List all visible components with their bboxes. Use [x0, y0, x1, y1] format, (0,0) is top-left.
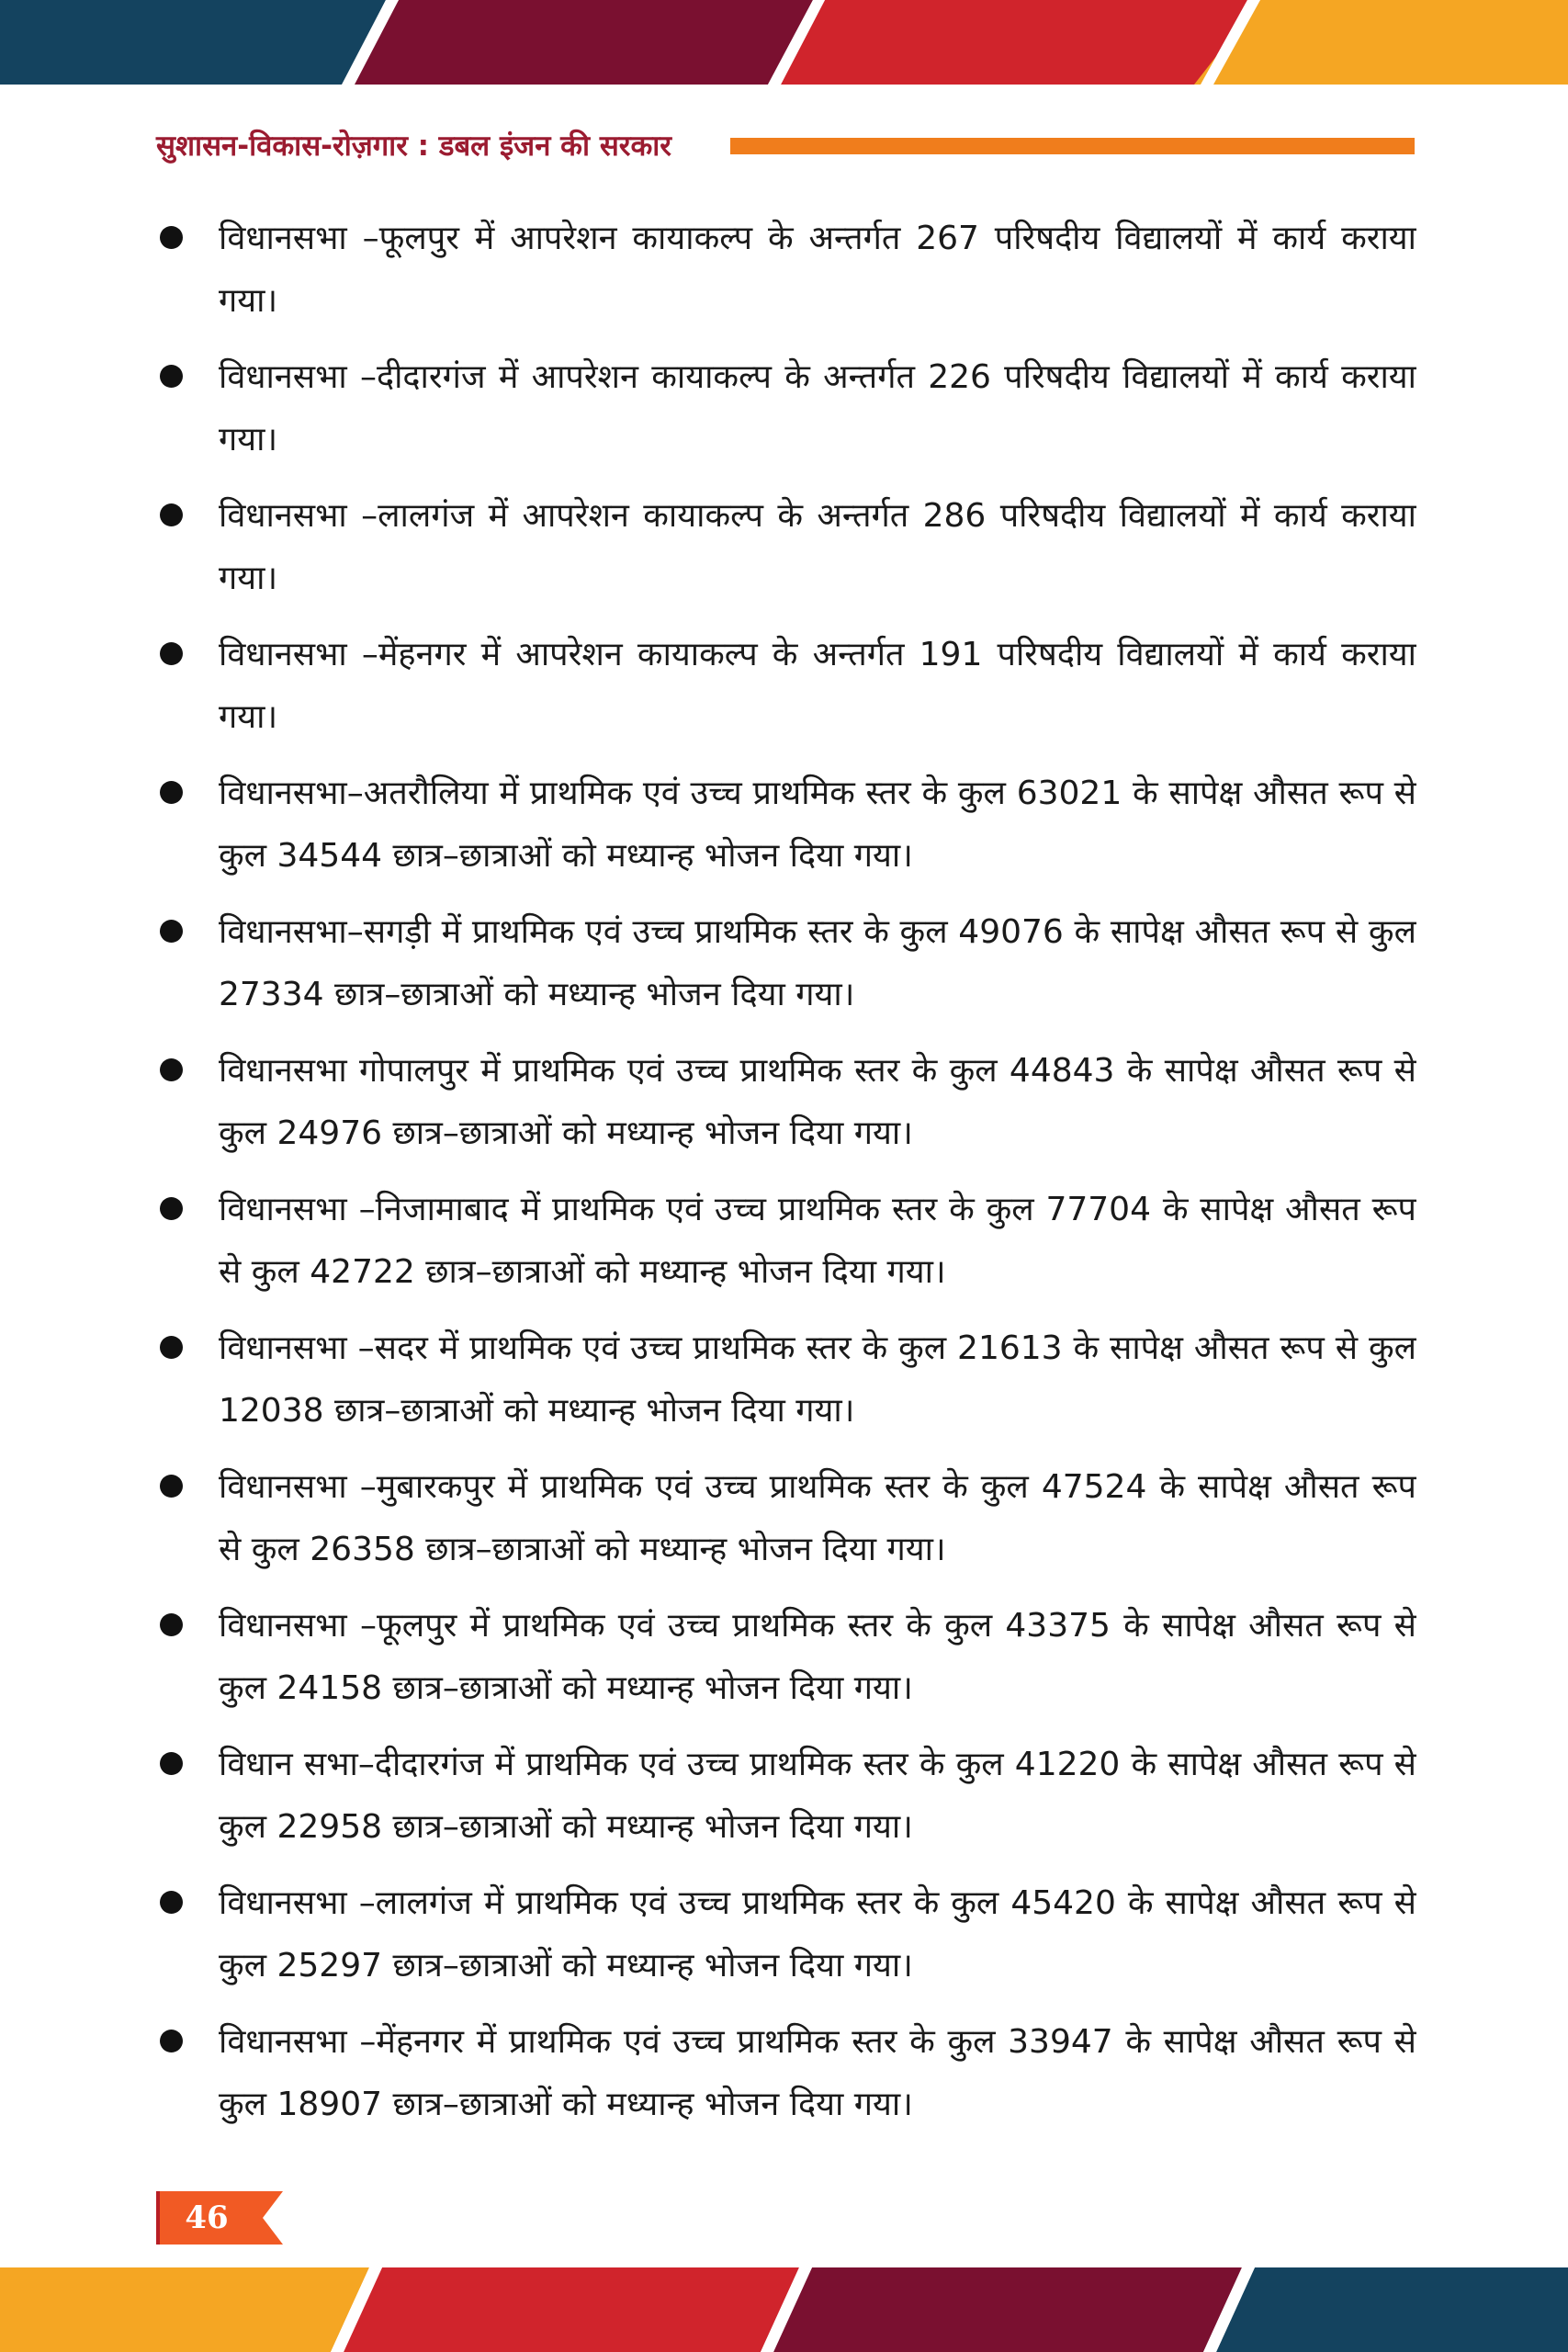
bullet-icon [160, 1752, 183, 1775]
list-item-text: विधानसभा –फूलपुर में आपरेशन कायाकल्प के अन्तर्गत 267 परिषदीय विद्यालयों में कार्य कराया गया। [219, 220, 1416, 320]
header-title: सुशासन-विकास-रोज़गार : डबल इंजन की सरकार [156, 130, 671, 163]
bullet-icon [160, 1475, 183, 1498]
bullet-icon [160, 781, 183, 804]
band-maroon-segment [773, 2267, 1242, 2352]
page-number-tab [156, 2191, 285, 2245]
list-item [156, 1317, 1416, 1445]
list-item [156, 1040, 1416, 1168]
list-item [156, 901, 1416, 1029]
band-navy-segment [1216, 2267, 1568, 2352]
bullet-icon [160, 920, 183, 943]
list-item-text: विधानसभा –सदर में प्राथमिक एवं उच्च प्राथमिक स्तर के कुल 21613 के सापेक्ष औसत रूप से कुल 12038 छात्र–छात्राओं को मध्यान्ह भोजन दिया गया। [219, 1329, 1416, 1430]
bullet-icon [160, 365, 183, 388]
bullet-icon [160, 2030, 183, 2052]
list-item [156, 1872, 1416, 2000]
list-item [156, 624, 1416, 752]
bullet-icon [160, 1336, 183, 1359]
bullet-icon [160, 1197, 183, 1220]
band-red-segment [344, 2267, 799, 2352]
list-item [156, 1456, 1416, 1584]
bullet-list [156, 208, 1416, 2150]
top-color-band [0, 0, 1568, 85]
list-item-text: विधानसभा –मेंहनगर में आपरेशन कायाकल्प के अन्तर्गत 191 परिषदीय विद्यालयों में कार्य कराया गया। [219, 636, 1416, 736]
running-header [156, 127, 1415, 165]
list-item-text: विधानसभा –मुबारकपुर में प्राथमिक एवं उच्च प्राथमिक स्तर के कुल 47524 के सापेक्ष औसत रूप से कुल 26358 छात्र–छात्राओं को मध्यान्ह भोजन दिया गया। [219, 1468, 1416, 1568]
list-item [156, 346, 1416, 474]
list-item [156, 1179, 1416, 1306]
bullet-icon [160, 503, 183, 526]
bullet-icon [160, 1891, 183, 1914]
list-item-text: विधानसभा –दीदारगंज में आपरेशन कायाकल्प के अन्तर्गत 226 परिषदीय विद्यालयों में कार्य कराया गया। [219, 358, 1416, 458]
list-item [156, 1595, 1416, 1723]
list-item [156, 485, 1416, 613]
bullet-icon [160, 1058, 183, 1081]
bottom-color-band [0, 2267, 1568, 2352]
band-red-segment [781, 0, 1247, 85]
list-item [156, 763, 1416, 890]
list-item [156, 2011, 1416, 2139]
list-item-text: विधानसभा –निजामाबाद में प्राथमिक एवं उच्च प्राथमिक स्तर के कुल 77704 के सापेक्ष औसत रूप से कुल 42722 छात्र–छात्राओं को मध्यान्ह भोजन दिया गया। [219, 1191, 1416, 1291]
list-item-text: विधान सभा–दीदारगंज में प्राथमिक एवं उच्च प्राथमिक स्तर के कुल 41220 के सापेक्ष औसत रूप से कुल 22958 छात्र–छात्राओं को मध्यान्ह भोजन दिया गया। [219, 1746, 1416, 1846]
list-item-text: विधानसभा –लालगंज में प्राथमिक एवं उच्च प्राथमिक स्तर के कुल 45420 के सापेक्ष औसत रूप से कुल 25297 छात्र–छात्राओं को मध्यान्ह भोजन दिया गया। [219, 1884, 1416, 1984]
band-maroon-segment [342, 0, 813, 85]
band-navy-segment [0, 0, 386, 85]
list-item-text: विधानसभा –लालगंज में आपरेशन कायाकल्प के अन्तर्गत 286 परिषदीय विद्यालयों में कार्य कराया गया। [219, 497, 1416, 597]
list-item-text: विधानसभा –फूलपुर में प्राथमिक एवं उच्च प्राथमिक स्तर के कुल 43375 के सापेक्ष औसत रूप से कुल 24158 छात्र–छात्राओं को मध्यान्ह भोजन दिया गया। [219, 1607, 1416, 1707]
bullet-icon [160, 642, 183, 665]
page-number: 46 [185, 2199, 229, 2236]
list-item-text: विधानसभा–सगड़ी में प्राथमिक एवं उच्च प्राथमिक स्तर के कुल 49076 के सापेक्ष औसत रूप से कुल 27334 छात्र–छात्राओं को मध्यान्ह भोजन दिया गया। [219, 913, 1416, 1013]
header-rule [730, 138, 1415, 154]
bullet-icon [160, 1613, 183, 1636]
band-orange-segment [0, 2267, 369, 2352]
list-item-text: विधानसभा–अतरौलिया में प्राथमिक एवं उच्च प्राथमिक स्तर के कुल 63021 के सापेक्ष औसत रूप से कुल 34544 छात्र–छात्राओं को मध्यान्ह भोजन दिया गया। [219, 775, 1416, 875]
list-item [156, 208, 1416, 335]
bullet-icon [160, 226, 183, 249]
list-item-text: विधानसभा –मेंहनगर में प्राथमिक एवं उच्च प्राथमिक स्तर के कुल 33947 के सापेक्ष औसत रूप से कुल 18907 छात्र–छात्राओं को मध्यान्ह भोजन दिया गया। [219, 2023, 1416, 2123]
list-item-text: विधानसभा गोपालपुर में प्राथमिक एवं उच्च प्राथमिक स्तर के कुल 44843 के सापेक्ष औसत रूप से कुल 24976 छात्र–छात्राओं को मध्यान्ह भोजन दिया गया। [219, 1052, 1416, 1152]
list-item [156, 1734, 1416, 1861]
